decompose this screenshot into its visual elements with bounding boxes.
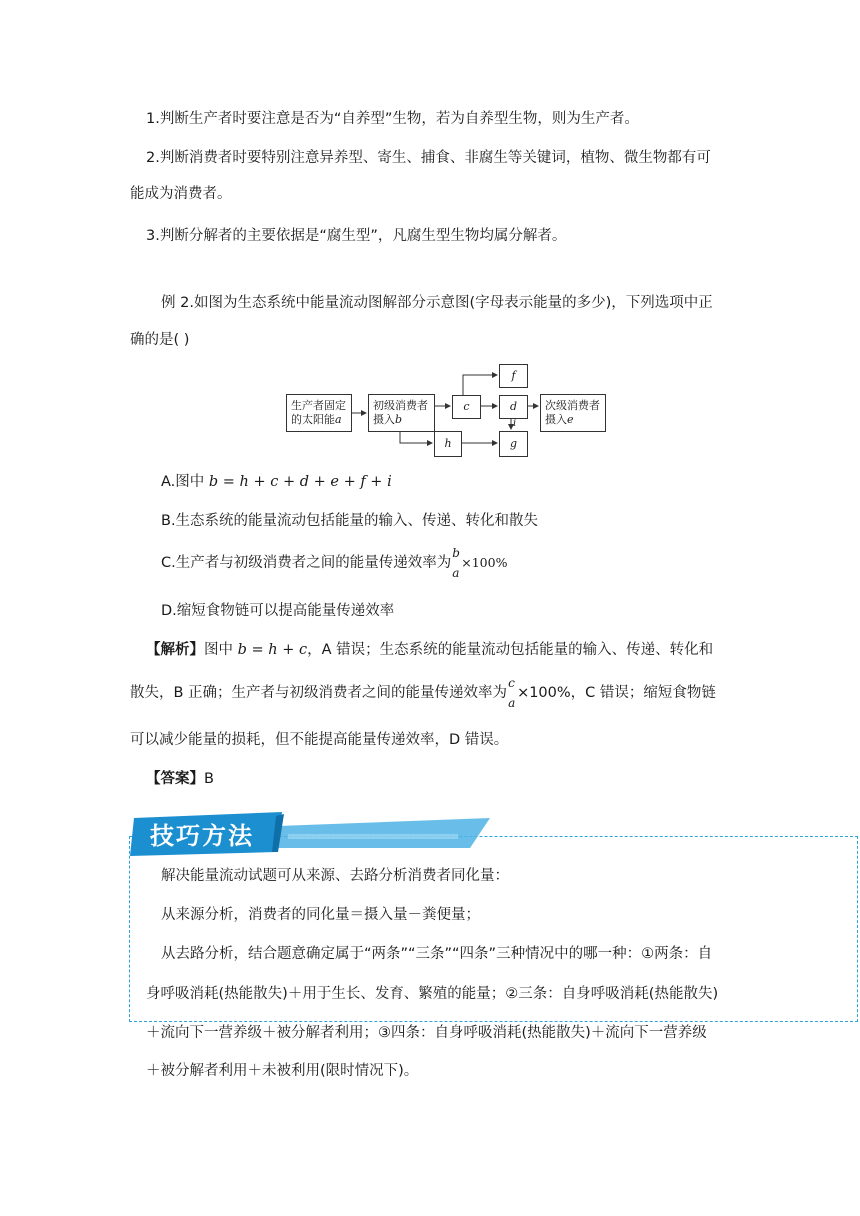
tips-line-4: 身呼吸消耗(热能散失)＋用于生长、发育、繁殖的能量；②三条：自身呼吸消耗(热能散失) bbox=[146, 986, 719, 1002]
h-box: h bbox=[434, 431, 462, 457]
i-label: i bbox=[513, 418, 517, 429]
option-c-suffix: ×100% bbox=[461, 555, 508, 570]
option-c-numerator: b bbox=[452, 546, 460, 560]
secondary-label-1: 次级消费者 bbox=[545, 399, 600, 412]
secondary-label-2-text: 摄入 bbox=[545, 413, 567, 426]
note-3: 3.判断分解者的主要依据是“腐生型”，凡腐生型生物均属分解者。 bbox=[146, 228, 567, 244]
analysis-l1-b: ，A 错误；生态系统的能量流动包括能量的输入、传递、转化和 bbox=[307, 642, 714, 658]
example-question-cont: 确的是( ) bbox=[130, 332, 190, 348]
note-2: 2.判断消费者时要特别注意异养型、寄生、捕食、非腐生等关键词，植物、微生物都有可 bbox=[146, 150, 711, 166]
tips-line-5: ＋流向下一营养级＋被分解者利用；③四条：自身呼吸消耗(热能散失)＋流向下一营养级 bbox=[146, 1025, 707, 1041]
tips-line-1: 解决能量流动试题可从来源、去路分析消费者同化量： bbox=[161, 868, 509, 884]
primary-var: b bbox=[395, 413, 403, 426]
producer-var: a bbox=[335, 413, 342, 426]
secondary-label-2 bbox=[545, 413, 605, 427]
primary-label-1: 初级消费者 bbox=[373, 399, 428, 412]
secondary-consumer-box bbox=[540, 394, 606, 432]
example-question: 例 2.如图为生态系统中能量流动图解部分示意图(字母表示能量的多少)，下列选项中正 bbox=[161, 295, 713, 311]
primary-consumer-box bbox=[368, 394, 435, 432]
option-c-denominator: a bbox=[452, 566, 460, 580]
primary-label-2 bbox=[373, 413, 434, 427]
analysis-l2-a: 散失，B 正确；生产者与初级消费者之间的能量传递效率为 bbox=[130, 685, 508, 701]
option-c-fraction bbox=[451, 546, 461, 580]
tips-line-3: 从去路分析，结合题意确定属于“两条”“三条”“四条”三种情况中的哪一种：①两条：自 bbox=[161, 946, 713, 962]
producer-label-1: 生产者固定 bbox=[291, 399, 346, 412]
analysis-formula: b = h + c bbox=[237, 642, 308, 658]
option-b: B.生态系统的能量流动包括能量的输入、传递、转化和散失 bbox=[161, 513, 539, 529]
analysis-fraction bbox=[507, 676, 517, 710]
answer-label: 【答案】 bbox=[146, 771, 204, 787]
option-a-formula: b = h + c + d + e + f + i bbox=[208, 474, 392, 490]
energy-flow-diagram bbox=[280, 363, 610, 463]
note-1: 1.判断生产者时要注意是否为“自养型”生物，若为自养型生物，则为生产者。 bbox=[146, 111, 639, 127]
producer-label-2-text: 的太阳能 bbox=[291, 413, 335, 426]
option-a-prefix: A.图中 bbox=[161, 474, 205, 490]
option-a bbox=[161, 472, 392, 492]
analysis-line-1 bbox=[146, 640, 713, 660]
option-d: D.缩短食物链可以提高能量传递效率 bbox=[161, 603, 395, 619]
answer-value: B bbox=[204, 771, 214, 787]
analysis-l2-b: ×100%，C 错误；缩短食物链 bbox=[517, 685, 716, 701]
tips-line-2: 从来源分析，消费者的同化量＝摄入量－粪便量； bbox=[161, 907, 480, 923]
secondary-var: e bbox=[567, 413, 574, 426]
c-box: c bbox=[452, 395, 481, 419]
analysis-denominator: a bbox=[508, 696, 516, 710]
g-box: g bbox=[499, 431, 528, 457]
tips-line-6: ＋被分解者利用＋未被利用(限时情况下)。 bbox=[146, 1063, 419, 1079]
analysis-numerator: c bbox=[508, 676, 515, 690]
option-c bbox=[161, 546, 508, 580]
answer-line bbox=[146, 769, 214, 789]
analysis-label: 【解析】 bbox=[146, 642, 204, 658]
primary-label-2-text: 摄入 bbox=[373, 413, 395, 426]
option-c-prefix: C.生产者与初级消费者之间的能量传递效率为 bbox=[161, 555, 452, 571]
producer-label-2 bbox=[291, 413, 351, 427]
note-2-cont: 能成为消费者。 bbox=[130, 186, 232, 202]
d-box: d bbox=[499, 395, 528, 419]
tips-title: 技巧方法 bbox=[150, 822, 254, 850]
analysis-line-3: 可以减少能量的损耗，但不能提高能量传递效率，D 错误。 bbox=[130, 732, 509, 748]
producer-box bbox=[286, 394, 352, 432]
f-box: f bbox=[499, 364, 528, 388]
analysis-l1-a: 图中 bbox=[204, 642, 233, 658]
analysis-line-2 bbox=[130, 676, 716, 710]
